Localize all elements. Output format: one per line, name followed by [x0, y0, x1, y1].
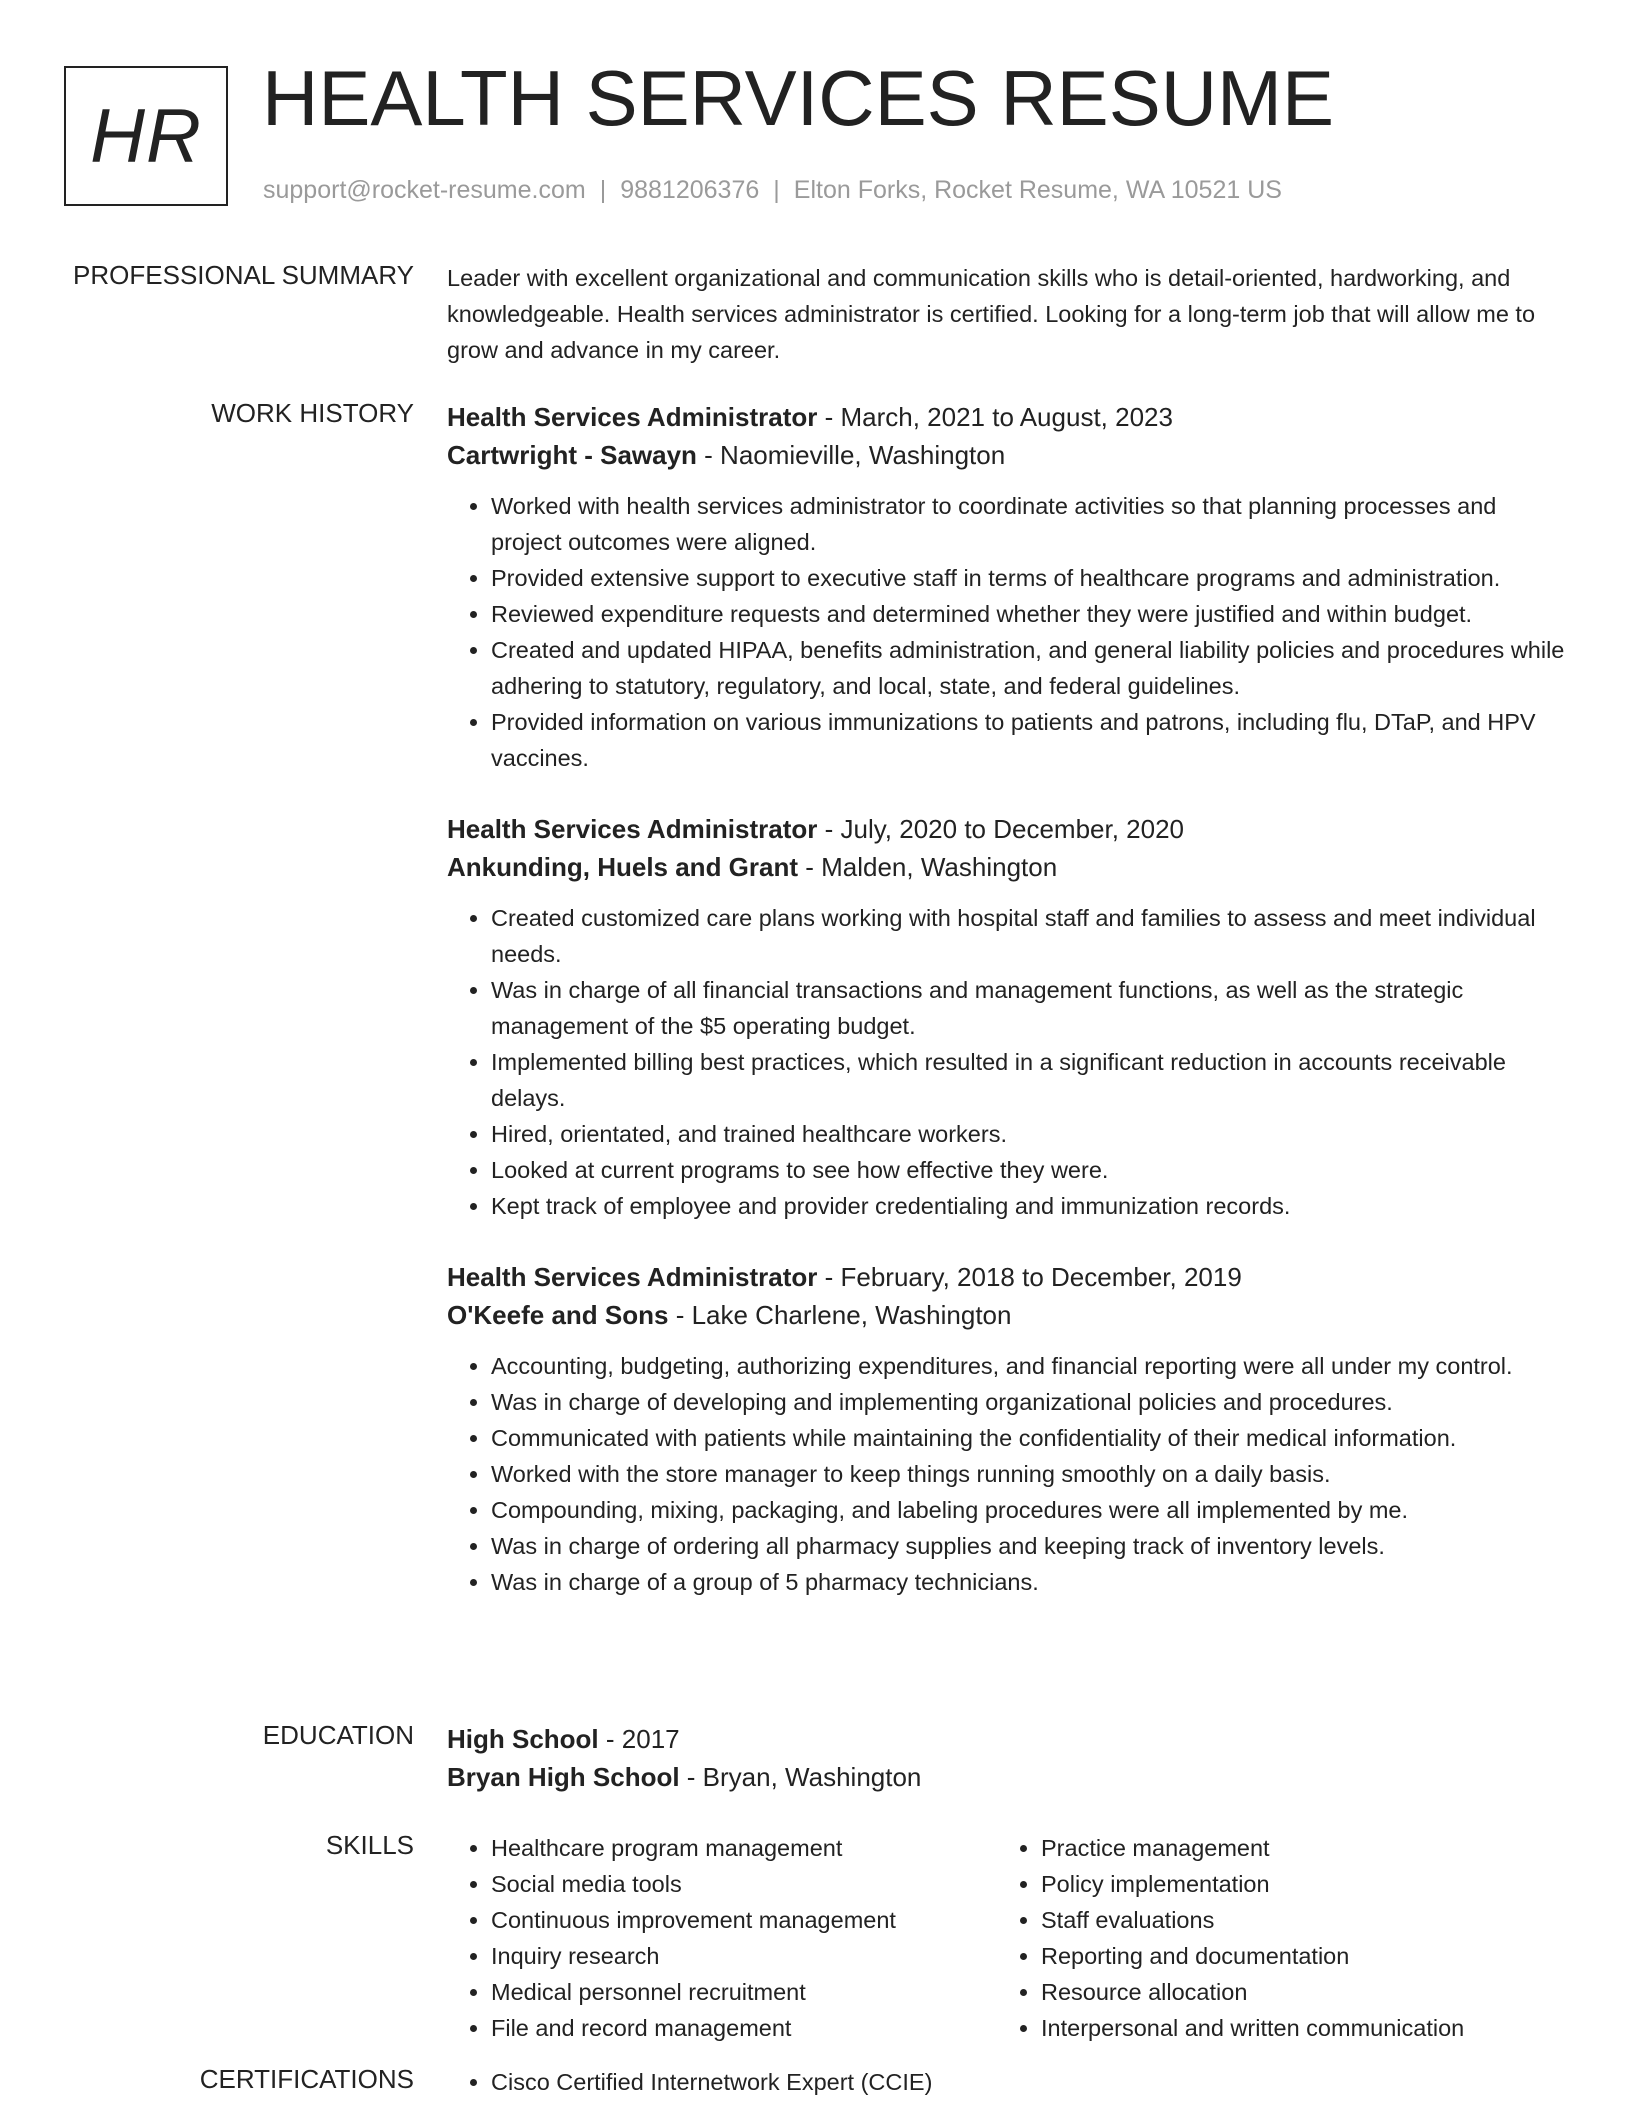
job-bullet: • Kept track of employee and provider credentialing and immunization records. [491, 1188, 1567, 1224]
contact-line [263, 176, 1282, 205]
job-location: - Lake Charlene, Washington [668, 1300, 1012, 1330]
education-location: - Bryan, Washington [679, 1762, 922, 1792]
skills-list [997, 1830, 1547, 2046]
skills-column-right [997, 1830, 1547, 2046]
job-company-line [447, 1296, 1567, 1334]
job-bullet: • Accounting, budgeting, authorizing expenditures, and financial reporting were all under my control. [491, 1348, 1567, 1384]
job-bullet: • Provided information on various immunizations to patients and patrons, including flu, DTaP, and HPV vaccines. [491, 704, 1567, 776]
resume-title: HEALTH SERVICES RESUME [262, 54, 1335, 142]
job-bullet: • Compounding, mixing, packaging, and labeling procedures were all implemented by me. [491, 1492, 1567, 1528]
job-bullet: • Was in charge of a group of 5 pharmacy technicians. [491, 1564, 1567, 1600]
skill-item: • Policy implementation [1041, 1866, 1547, 1902]
skill-item: • Medical personnel recruitment [491, 1974, 997, 2010]
job-company: Ankunding, Huels and Grant [447, 852, 799, 882]
certifications-body [447, 2064, 1567, 2100]
summary-text: Leader with excellent organizational and communication skills who is detail-oriented, hardworking, and knowledgeable. Health services administrator is certified. Looking for a long-term job that will allow me to grow and advance in my career. [447, 265, 1536, 363]
skill-item: • Healthcare program management [491, 1830, 997, 1866]
contact-address: Elton Forks, Rocket Resume, WA 10521 US [793, 176, 1282, 204]
section-label-education: EDUCATION [262, 1720, 414, 1750]
job-bullet: • Looked at current programs to see how effective they were. [491, 1152, 1567, 1188]
job-company: O'Keefe and Sons [447, 1300, 669, 1330]
education-school: Bryan High School [447, 1762, 680, 1792]
job-title: Health Services Administrator [447, 402, 818, 432]
job-title: Health Services Administrator [447, 1262, 818, 1292]
job-bullets [447, 1348, 1567, 1600]
skill-item: • Practice management [1041, 1830, 1547, 1866]
job-bullet: • Hired, orientated, and trained healthcare workers. [491, 1116, 1567, 1152]
contact-phone: 9881206376 [620, 176, 760, 204]
job-bullet: • Worked with the store manager to keep things running smoothly on a daily basis. [491, 1456, 1567, 1492]
skill-item: • Continuous improvement management [491, 1902, 997, 1938]
education-year: - 2017 [598, 1724, 680, 1754]
job-title-line [447, 1258, 1567, 1296]
work-history-body [447, 398, 1567, 1600]
skills-grid [447, 1830, 1567, 2046]
contact-separator: | [773, 176, 780, 204]
contact-email[interactable]: support@rocket-resume.com [263, 176, 586, 204]
skill-item: • Staff evaluations [1041, 1902, 1547, 1938]
section-label-work-history: WORK HISTORY [211, 398, 414, 428]
job-dates: - February, 2018 to December, 2019 [817, 1262, 1242, 1292]
skill-item: • Reporting and documentation [1041, 1938, 1547, 1974]
job-bullet: • Created and updated HIPAA, benefits administration, and general liability policies and procedures while adhering to statutory, regulatory, and local, state, and federal guidelines. [491, 632, 1567, 704]
job-bullets [447, 488, 1567, 776]
job-title: Health Services Administrator [447, 814, 818, 844]
job-bullet: • Worked with health services administrator to coordinate activities so that planning processes and project outcomes were aligned. [491, 488, 1567, 560]
job-bullet: • Communicated with patients while maintaining the confidentiality of their medical information. [491, 1420, 1567, 1456]
skill-item: • Inquiry research [491, 1938, 997, 1974]
job-entry [447, 810, 1567, 1224]
skill-item: • Resource allocation [1041, 1974, 1547, 2010]
job-bullet: • Was in charge of all financial transactions and management functions, as well as the strategic management of the $5 operating budget. [491, 972, 1567, 1044]
summary-body [447, 260, 1567, 368]
certifications-list [447, 2064, 1567, 2100]
education-degree-line [447, 1720, 1567, 1758]
job-bullet: • Was in charge of ordering all pharmacy supplies and keeping track of inventory levels. [491, 1528, 1567, 1564]
skills-column-left [447, 1830, 997, 2046]
job-bullet: • Implemented billing best practices, which resulted in a significant reduction in accounts receivable delays. [491, 1044, 1567, 1116]
education-school-line [447, 1758, 1567, 1796]
job-company: Cartwright - Sawayn [447, 440, 697, 470]
skill-item: • Interpersonal and written communication [1041, 2010, 1547, 2046]
section-label-certifications: CERTIFICATIONS [199, 2064, 414, 2094]
monogram-box [64, 66, 228, 206]
job-company-line [447, 848, 1567, 886]
job-title-line [447, 810, 1567, 848]
job-dates: - July, 2020 to December, 2020 [817, 814, 1185, 844]
skill-item: • Social media tools [491, 1866, 997, 1902]
job-bullet: • Was in charge of developing and implementing organizational policies and procedures. [491, 1384, 1567, 1420]
skills-list [447, 1830, 997, 2046]
job-dates: - March, 2021 to August, 2023 [817, 402, 1173, 432]
skill-item: • File and record management [491, 2010, 997, 2046]
job-location: - Malden, Washington [798, 852, 1058, 882]
section-label-skills: SKILLS [325, 1830, 414, 1860]
job-bullet: • Created customized care plans working with hospital staff and families to assess and meet individual needs. [491, 900, 1567, 972]
monogram-initials: HR [90, 93, 202, 179]
job-bullet: • Reviewed expenditure requests and determined whether they were justified and within budget. [491, 596, 1567, 632]
certification-item: • Cisco Certified Internetwork Expert (CCIE) [491, 2064, 1567, 2100]
skills-body [447, 1830, 1567, 2046]
job-entry [447, 398, 1567, 776]
job-title-line [447, 398, 1567, 436]
job-bullets [447, 900, 1567, 1224]
job-entry [447, 1258, 1567, 1600]
job-location: - Naomieville, Washington [696, 440, 1006, 470]
section-label-summary: PROFESSIONAL SUMMARY [73, 260, 414, 290]
contact-separator: | [599, 176, 607, 204]
education-body [447, 1720, 1567, 1796]
education-degree: High School [447, 1724, 599, 1754]
job-bullet: • Provided extensive support to executive staff in terms of healthcare programs and administration. [491, 560, 1567, 596]
job-company-line [447, 436, 1567, 474]
